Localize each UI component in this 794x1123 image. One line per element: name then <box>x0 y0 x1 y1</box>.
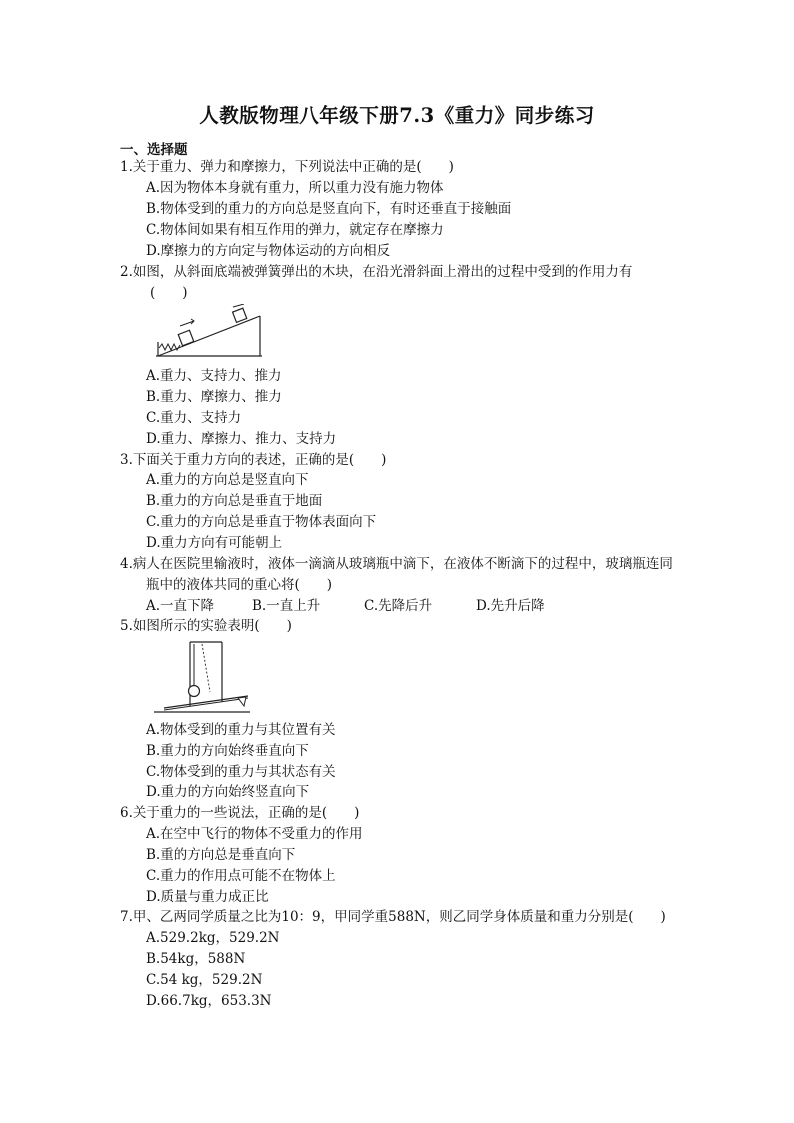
question-5-option-a: A.物体受到的重力与其位置有关 <box>146 722 336 738</box>
question-5-stem: 5.如图所示的实验表明( ) <box>120 618 292 634</box>
incline-spring-figure <box>150 304 270 362</box>
question-3-option-d: D.重力方向有可能朝上 <box>146 535 283 551</box>
question-4-option-c: C.先降后升 <box>364 598 433 614</box>
question-2-option-a: A.重力、支持力、推力 <box>146 368 282 384</box>
question-1-option-b: B.物体受到的重力的方向总是竖直向下，有时还垂直于接触面 <box>146 201 512 217</box>
question-6-option-c: C.重力的作用点可能不在物体上 <box>146 868 336 884</box>
question-2-stem-cont: ( ) <box>150 285 188 301</box>
question-4-option-a: A.一直下降 <box>146 598 215 614</box>
question-1-stem: 1.关于重力、弹力和摩擦力，下列说法中正确的是( ) <box>120 159 454 175</box>
question-6-option-d: D.质量与重力成正比 <box>146 889 269 905</box>
question-2-stem: 2.如图，从斜面底端被弹簧弹出的木块，在沿光滑斜面上滑出的过程中受到的作用力有 <box>120 264 633 280</box>
question-5-option-b: B.重力的方向始终垂直向下 <box>146 743 309 759</box>
question-2-option-d: D.重力、摩擦力、推力、支持力 <box>146 431 337 447</box>
question-5-option-c: C.物体受到的重力与其状态有关 <box>146 764 336 780</box>
question-4-option-d: D.先升后降 <box>476 598 545 614</box>
question-6-stem: 6.关于重力的一些说法，正确的是( ) <box>120 805 360 821</box>
plumb-line-figure <box>150 636 256 716</box>
question-2-option-c: C.重力、支持力 <box>146 410 242 426</box>
question-3-option-b: B.重力的方向总是垂直于地面 <box>146 493 323 509</box>
question-5-option-d: D.重力的方向始终竖直向下 <box>146 784 310 800</box>
question-2-option-b: B.重力、摩擦力、推力 <box>146 389 282 405</box>
question-3-stem: 3.下面关于重力方向的表述，正确的是( ) <box>120 452 387 468</box>
section-heading: 一、选择题 <box>120 142 188 158</box>
question-6-option-b: B.重的方向总是垂直向下 <box>146 847 296 863</box>
question-3-option-c: C.重力的方向总是垂直于物体表面向下 <box>146 514 377 530</box>
question-4-stem: 4.病人在医院里输液时，液体一滴滴从玻璃瓶中滴下，在液体不断滴下的过程中，玻璃瓶连同 <box>120 556 673 572</box>
question-3-option-a: A.重力的方向总是竖直向下 <box>146 472 309 488</box>
question-7-option-a: A.529.2kg，529.2N <box>146 930 280 946</box>
question-4-stem-cont: 瓶中的液体共同的重心将( ) <box>146 577 333 593</box>
document-title: 人教版物理八年级下册7.3《重力》同步练习 <box>199 104 595 127</box>
question-7-option-c: C.54 kg，529.2N <box>146 972 263 988</box>
question-1-option-d: D.摩擦力的方向定与物体运动的方向相反 <box>146 243 391 259</box>
question-1-option-a: A.因为物体本身就有重力，所以重力没有施力物体 <box>146 180 444 196</box>
question-7-option-b: B.54kg，588N <box>146 951 246 967</box>
question-4-option-b: B.一直上升 <box>252 598 321 614</box>
question-6-option-a: A.在空中飞行的物体不受重力的作用 <box>146 826 363 842</box>
question-1-option-c: C.物体间如果有相互作用的弹力，就定存在摩擦力 <box>146 222 444 238</box>
question-7-stem: 7.甲、乙两同学质量之比为10：9，甲同学重588N，则乙同学身体质量和重力分别是( ) <box>120 909 666 925</box>
question-7-option-d: D.66.7kg，653.3N <box>146 993 272 1009</box>
